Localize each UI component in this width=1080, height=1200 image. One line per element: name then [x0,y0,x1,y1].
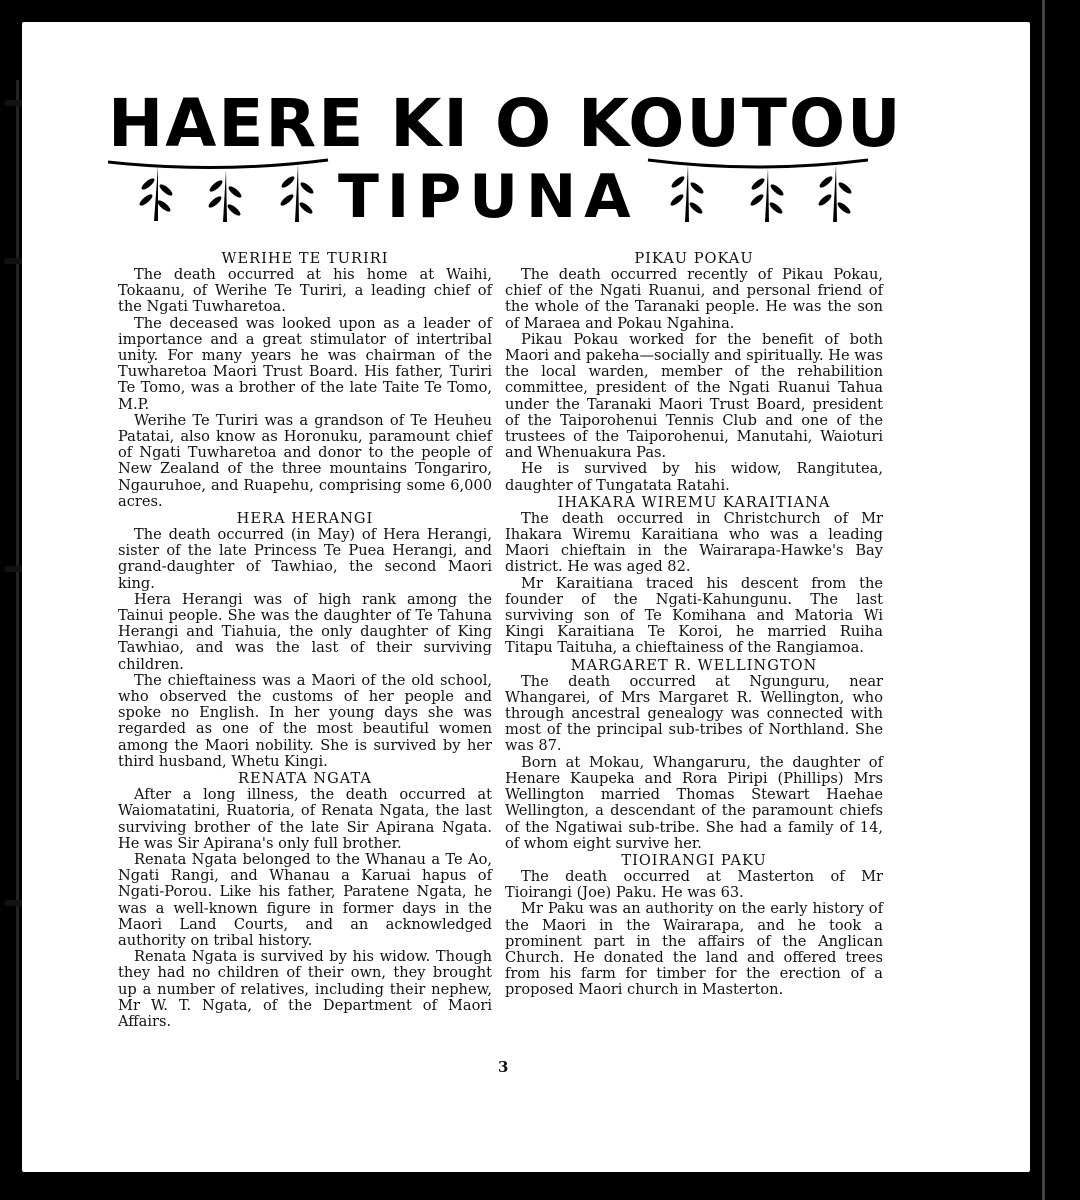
obituary-paragraph: Mr Karaitiana traced his descent from the founder of the Ngati-Kahungunu. The last surviving son of Te Komihana and Matoria Wi Kingi Karaitiana Te Koroi, he married Ruiha Titapu Taituha, a chieftainess of the Rangiamoa. [505,574,883,657]
obituary-heading: MARGARET R. WELLINGTON [570,656,818,674]
obituary-paragraph: Pikau Pokau worked for the benefit of both Maori and pakeha—socially and spiritually. He was the local warden, member of the rehabilition committee, president of the Ngati Ruanui Tahua under the Taranaki Maori Trust Board, president of the Taiporohenui Tennis Club and one of the trustees of the Taiporohenui, Manutahi, Waioturi and Whenuakura Pas. [505,330,883,462]
binding-line [16,80,19,1080]
obituary [118,770,492,1030]
obituary-paragraph: The death occurred at Ngunguru, near Whangarei, of Mrs Margaret R. Wellington, who through ancestral genealogy was connected with most of the principal sub-tribes of Northland. She was 87. [505,672,883,755]
obituary-paragraph: The death occurred at his home at Waihi, Tokaanu, of Werihe Te Turiri, a leading chief of the Ngati Tuwharetoa. [118,266,492,316]
obituary-heading: WERIHE TE TURIRI [221,250,389,267]
obituary-paragraph: After a long illness, the death occurred at Waiomatatini, Ruatoria, of Renata Ngata, the last surviving brother of the late Sir Apirana Ngata. He was Sir Apirana's only full brother. [118,786,492,852]
left-column [118,250,492,1030]
obituary-heading: IHAKARA WIREMU KARAITIANA [557,493,831,511]
obituary-paragraph: Hera Herangi was of high rank among the Tainui people. She was the daughter of Te Tahuna Herangi and Tiahuia, the only daughter of King Tawhiao, and was the last of their surviving children. [118,590,492,673]
obituary-heading: HERA HERANGI [236,510,374,528]
obituary [505,657,883,852]
obituary [505,852,883,999]
page-number: 3 [498,1058,509,1076]
title-line-1: HAERE KI O KOUTOU [108,85,903,162]
obituary-paragraph: Renata Ngata belonged to the Whanau a Te Ao, Ngati Rangi, and Whanau a Karuai hapus of Ngati-Porou. Like his father, Paratene Ngata, he was a well-known figure in former days in the Maori Land Courts, and an acknowledged authority on tribal history. [118,850,492,949]
obituary [505,494,883,657]
obituary [505,250,883,494]
obituary-heading: RENATA NGATA [238,770,372,788]
obituary-paragraph: Born at Mokau, Whangaruru, the daughter of Henare Kaupeka and Rora Piripi (Phillips) Mrs Wellington married Thomas Stewart Haehae Wellington, a descendant of the paramount chiefs of the Ngatiwai sub-tribe. She had a family of 14, of whom eight survive her. [505,753,883,852]
right-page-edge [1032,0,1080,1200]
obituary-heading: TIOIRANGI PAKU [621,851,767,869]
obituary-paragraph: The death occurred (in May) of Hera Herangi, sister of the late Princess Te Puea Herangi, and grand-daughter of Tawhiao, the second Maori king. [118,526,492,592]
binding-edge [0,0,14,1200]
obituary-paragraph: The death occurred in Christchurch of Mr Ihakara Wiremu Karaitiana who was a leading Maori chieftain in the Wairarapa-Hawke's Bay district. He was aged 82. [505,509,883,576]
obituary-paragraph: The chieftainess was a Maori of the old school, who observed the customs of her people and spoke no English. In her young days she was regarded as one of the most beautiful women among the Maori nobility. She is survived by her third husband, Whetu Kingi. [118,671,492,770]
page-title [108,85,903,232]
obituary-paragraph: The deceased was looked upon as a leader of importance and a great stimulator of intertribal unity. For many years he was chairman of the Tuwharetoa Maori Trust Board. His father, Turiri Te Tomo, was a brother of the late Taite Te Tomo, M.P. [118,314,492,413]
obituary [118,250,492,510]
obituary-paragraph: Werihe Te Turiri was a grandson of Te Heuheu Patatai, also know as Horonuku, paramount chief of Ngati Tuwharetoa and donor to the people of New Zealand of the three mountains Tongariro, Ngauruhoe, and Ruapehu, comprising some 6,000 acres. [118,411,492,510]
obituary-paragraph: He is survived by his widow, Rangitutea, daughter of Tungatata Ratahi. [505,460,883,494]
obituary [118,510,492,770]
obituary-heading: PIKAU POKAU [634,250,754,267]
obituary-paragraph: Mr Paku was an authority on the early history of the Maori in the Wairarapa, and he took a prominent part in the affairs of the Anglican Church. He donated the land and offered trees from his farm for timber for the erection of a proposed Maori church in Masterton. [505,900,883,999]
title-line-2: TIPUNA [338,162,639,232]
right-column [505,250,883,999]
obituary-paragraph: The death occurred recently of Pikau Pokau, chief of the Ngati Ruanui, and personal friend of the whole of the Taranaki people. He was the son of Maraea and Pokau Ngahina. [505,266,883,332]
obituary-paragraph: Renata Ngata is survived by his widow. Though they had no children of their own, they brought up a number of relatives, including their nephew, Mr W. T. Ngata, of the Department of Maori Affairs. [118,948,492,1030]
obituary-paragraph: The death occurred at Masterton of Mr Tioirangi (Joe) Paku. He was 63. [505,867,883,902]
